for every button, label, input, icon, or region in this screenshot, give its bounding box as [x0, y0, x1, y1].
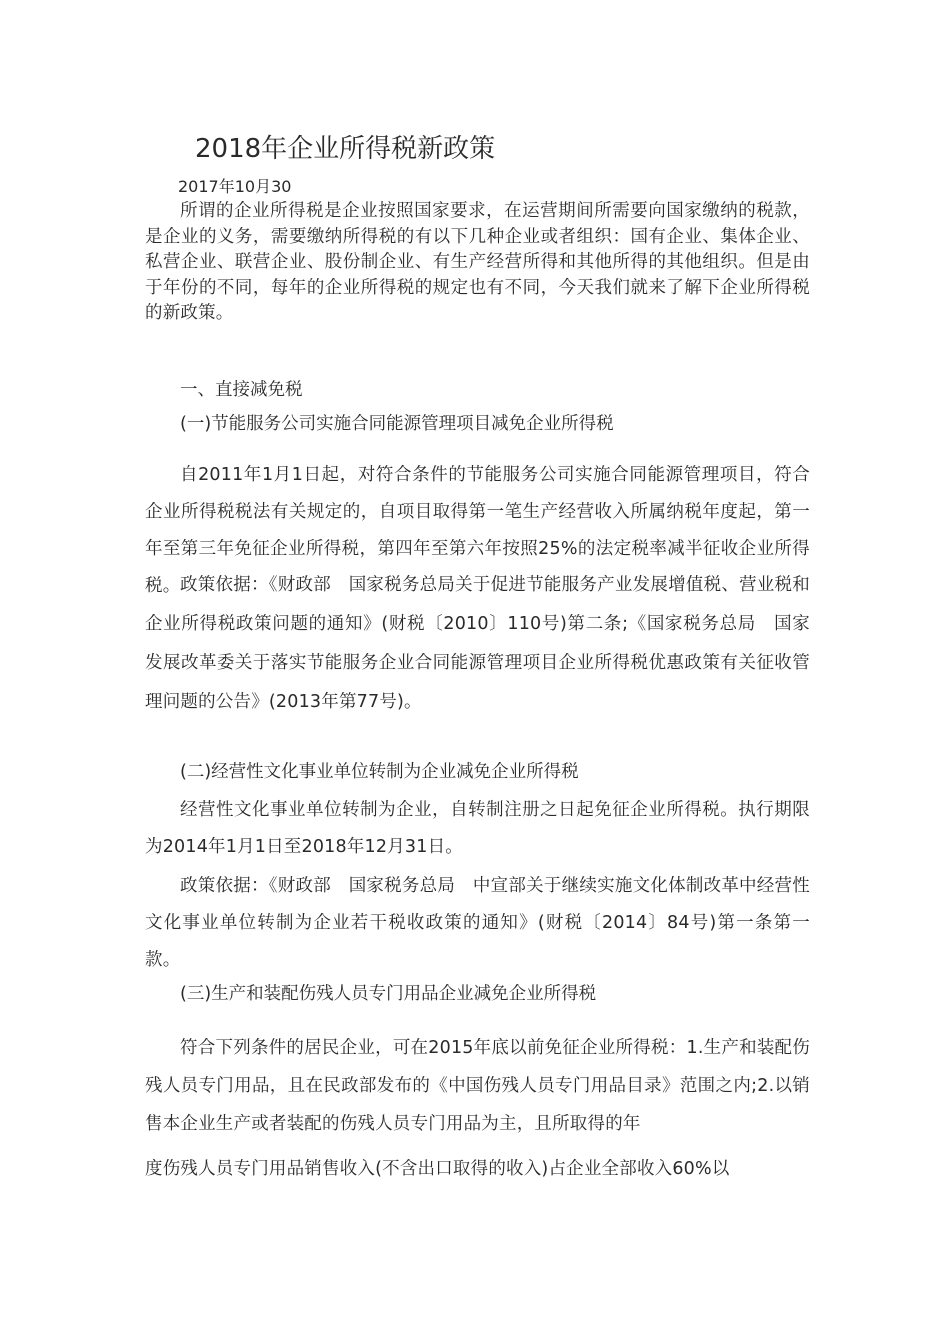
- disability-products-paragraph: 符合下列条件的居民企业，可在2015年底以前免征企业所得税：1.生产和装配伤残人员专门用品，且在民政部发布的《中国伤残人员专门用品目录》范围之内;2.以销售本企业生产或者装配的伤残人员专门用品为主，且所取得的年: [145, 1038, 810, 1134]
- intro-paragraph: 所谓的企业所得税是企业按照国家要求，在运营期间所需要向国家缴纳的税款，是企业的义务，需要缴纳所得税的有以下几种企业或者组织：国有企业、集体企业、私营企业、联营企业、股份制企业、有生产经营所得和其他所得的其他组织。但是由于年份的不同，每年的企业所得税的规定也有不同，今天我们就来了解下企业所得税的新政策。: [145, 201, 810, 323]
- cultural-units-paragraph: 经营性文化事业单位转制为企业，自转制注册之日起免征企业所得税。执行期限为2014年1月1日至2018年12月31日。: [145, 800, 810, 857]
- document-title: 2018年企业所得税新政策: [195, 134, 496, 164]
- energy-services-policy-basis: 政策依据：《财政部 国家税务总局关于促进节能服务产业发展增值税、营业税和企业所得税政策问题的通知》(财税〔2010〕110号)第二条;《国家税务总局 国家发展改革委关于落实节能服务企业合同能源管理项目企业所得税优惠政策有关征收管理问题的公告》(2013年第77号)。: [145, 575, 810, 712]
- subsection-heading-disability-products: (三)生产和装配伤残人员专门用品企业减免企业所得税: [180, 984, 597, 1004]
- subsection-heading-cultural-units: (二)经营性文化事业单位转制为企业减免企业所得税: [180, 762, 579, 782]
- cultural-units-policy-basis: 政策依据：《财政部 国家税务总局 中宣部关于继续实施文化体制改革中经营性文化事业单位转制为企业若干税收政策的通知》(财税〔2014〕84号)第一条第一款。: [145, 876, 810, 970]
- section-heading-direct-reduction: 一、直接减免税: [180, 380, 303, 400]
- subsection-heading-energy-services: (一)节能服务公司实施合同能源管理项目减免企业所得税: [180, 414, 614, 434]
- publish-date: 2017年10月30: [178, 177, 292, 196]
- disability-products-paragraph-continued: 度伤残人员专门用品销售收入(不含出口取得的收入)占企业全部收入60%以: [145, 1159, 730, 1179]
- energy-services-paragraph: 自2011年1月1日起，对符合条件的节能服务公司实施合同能源管理项目，符合企业所得税税法有关规定的，自项目取得第一笔生产经营收入所属纳税年度起，第一年至第三年免征企业所得税，第四年至第六年按照25%的法定税率减半征收企业所得税。: [145, 465, 810, 596]
